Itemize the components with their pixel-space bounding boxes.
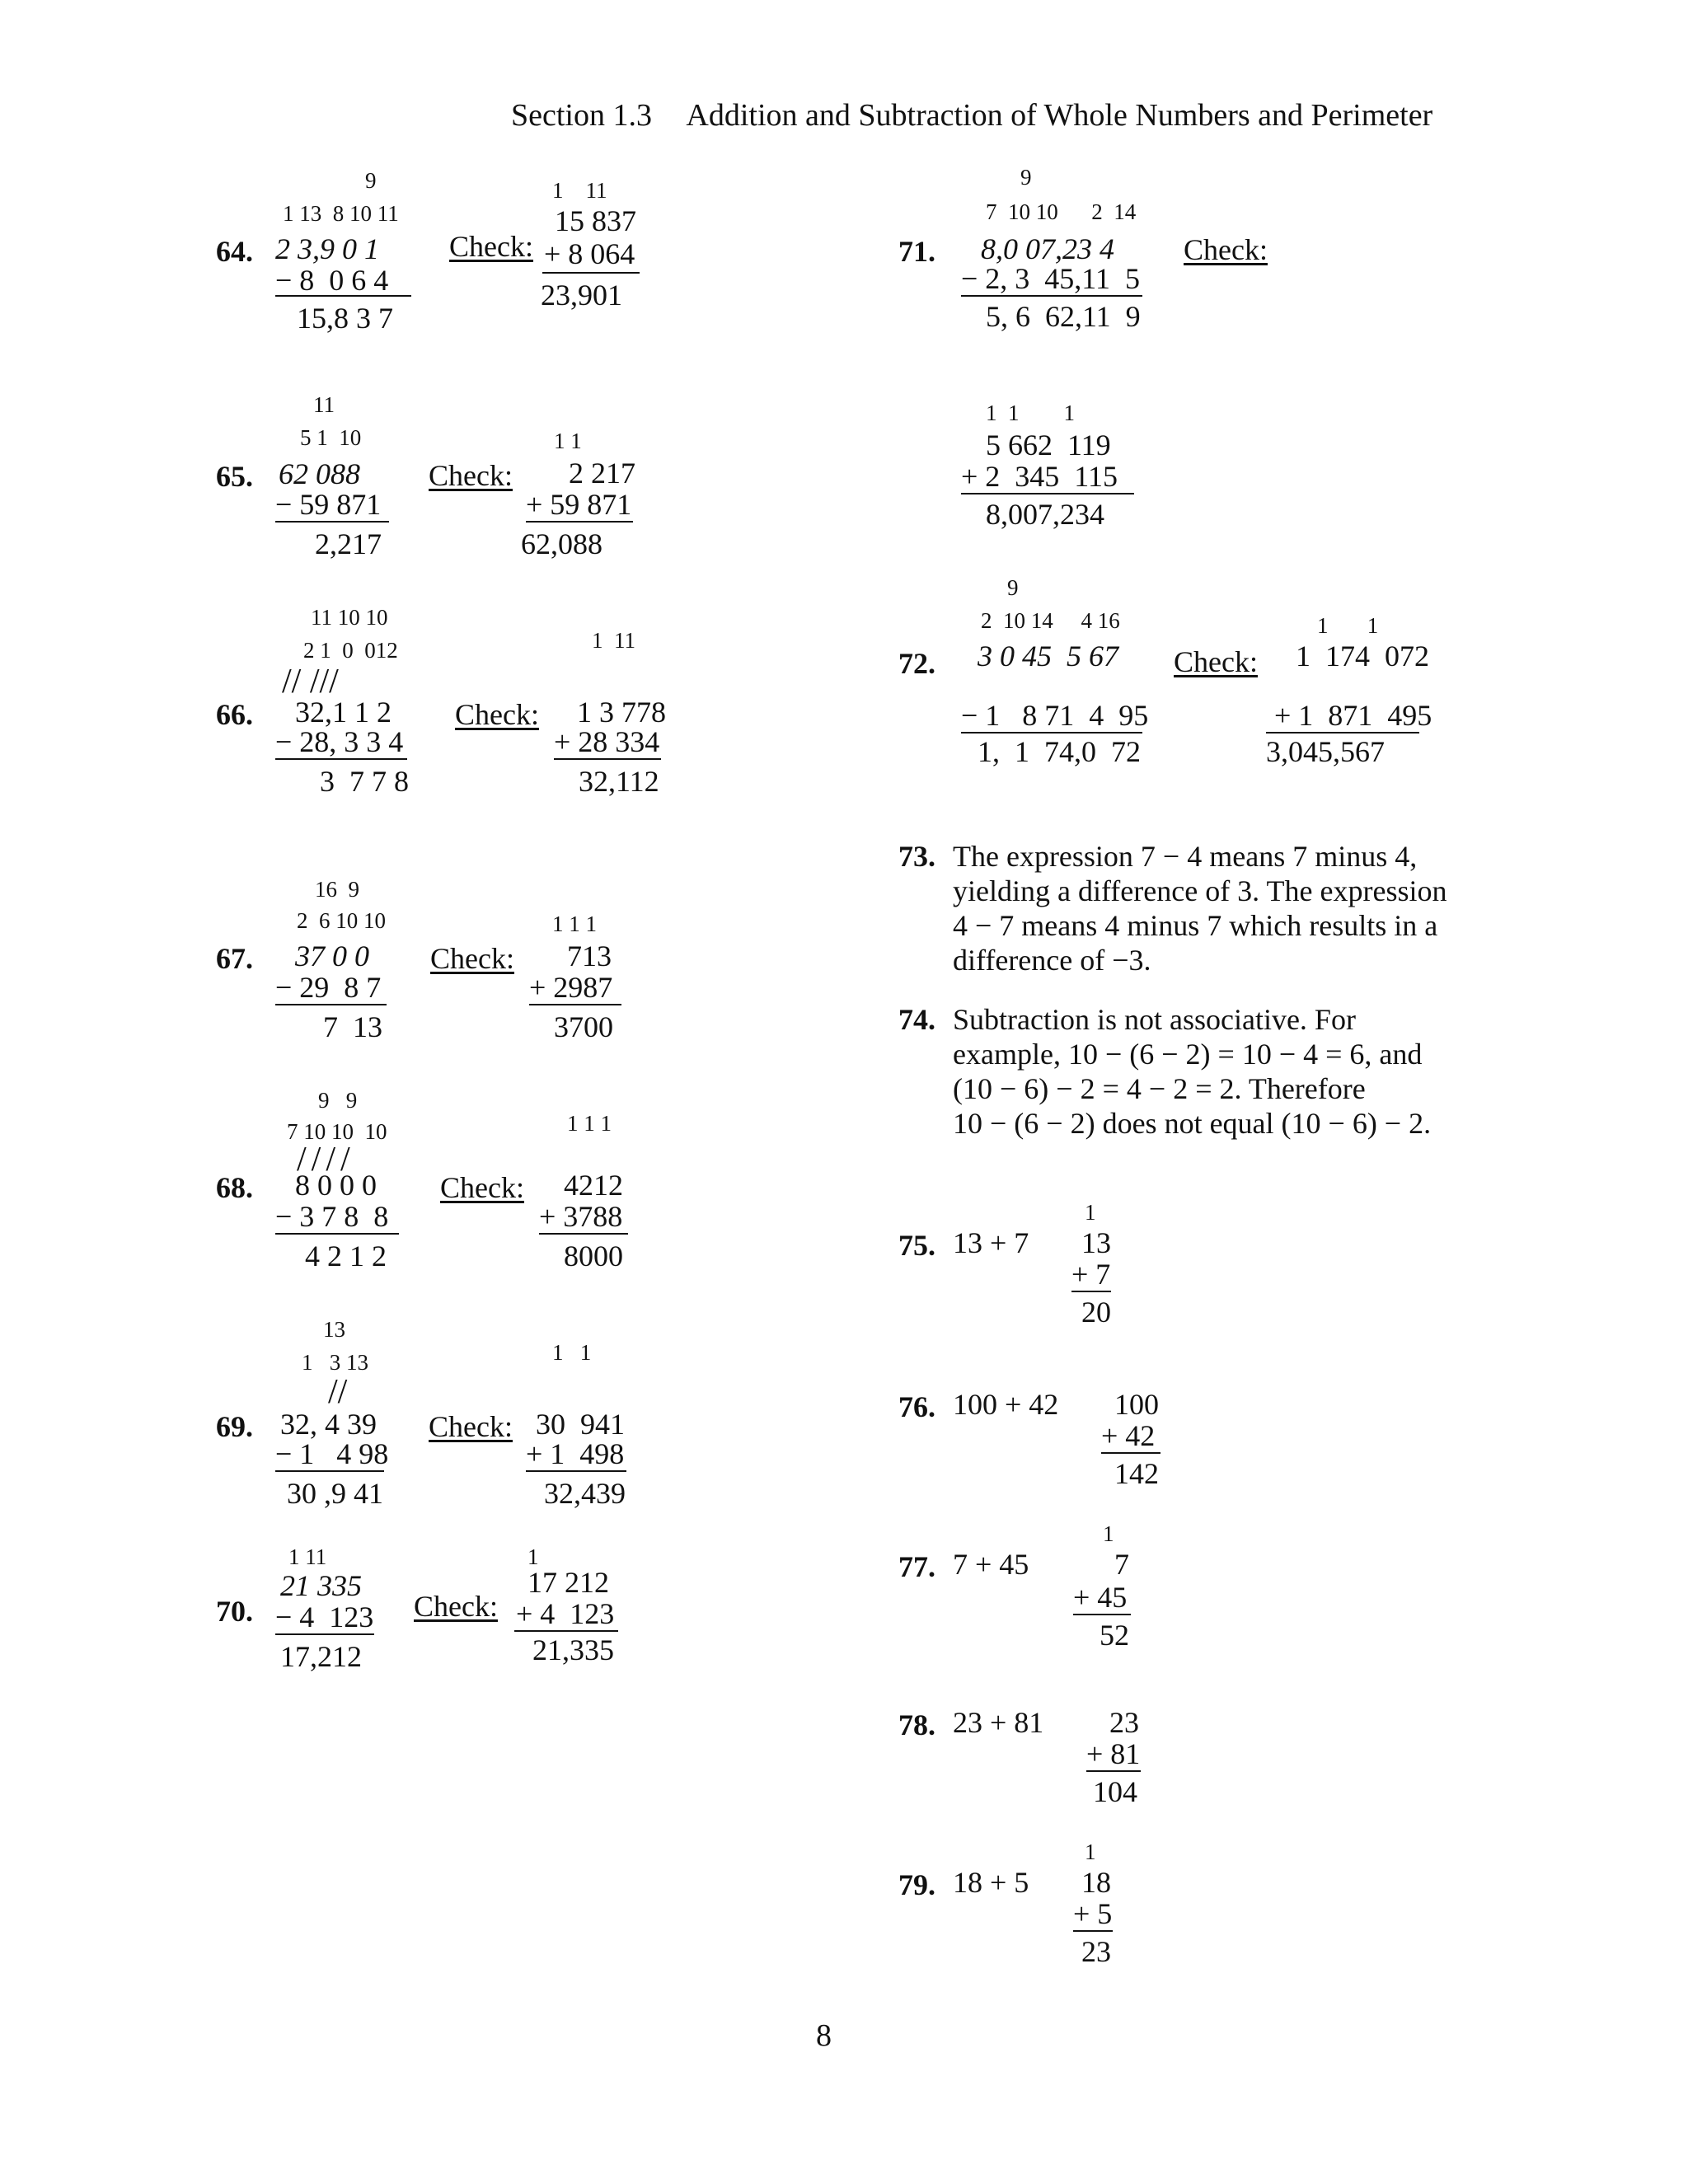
addend-1: 100 [1114, 1388, 1159, 1421]
subtraction-bar [275, 1470, 384, 1472]
check-label: Check: [455, 698, 539, 731]
check-carry: 1 1 1 [552, 912, 597, 936]
borrow-row-2: 5 1 10 [300, 425, 362, 450]
check-sum: 8,007,234 [986, 498, 1104, 531]
minuend: 62 088 [279, 457, 360, 490]
minuend: 8 0 0 0 [295, 1169, 377, 1202]
difference: 5, 6 62,11 9 [986, 300, 1141, 333]
check-label: Check: [440, 1171, 524, 1204]
problem-74 [898, 1002, 1464, 1141]
subtraction-bar [275, 1004, 387, 1005]
minuend: 32, 4 39 [280, 1408, 377, 1441]
addend-2: + 45 [1073, 1581, 1128, 1614]
addition-bar [526, 1470, 626, 1472]
addition-bar [539, 1233, 628, 1235]
expression: 23 + 81 [953, 1706, 1044, 1739]
minuend: 32,1 1 2 [295, 696, 392, 729]
borrow-row-1: 9 9 [318, 1088, 358, 1113]
difference: 1, 1 74,0 72 [978, 735, 1141, 768]
check-label: Check: [1174, 645, 1258, 678]
subtrahend: − 3 7 8 8 [275, 1200, 389, 1233]
page-header [511, 97, 1432, 134]
check-carry: 1 [528, 1544, 539, 1569]
borrow-row-2: 2 6 10 10 [297, 908, 386, 933]
check-sum: 32,439 [544, 1477, 626, 1510]
addend-1: 18 [1081, 1866, 1111, 1899]
check-addend-2: + 2 345 115 [961, 460, 1118, 493]
addend-2: + 81 [1086, 1737, 1141, 1770]
problem-number: 66. [216, 698, 253, 731]
carry: 1 [1085, 1840, 1096, 1864]
addition-bar [1073, 1930, 1113, 1932]
check-sum: 23,901 [541, 279, 622, 312]
problem-number: 65. [216, 460, 253, 493]
check-carry: 1 1 [552, 1340, 592, 1365]
addition-bar [526, 521, 633, 523]
borrow-row-1: 11 10 10 [311, 605, 388, 630]
addend-2: + 42 [1101, 1419, 1156, 1452]
addition-bar [1086, 1770, 1141, 1772]
sum: 23 [1081, 1935, 1111, 1968]
borrow-row-1: 16 9 [315, 877, 359, 902]
check-addend-1: 1 174 072 [1296, 640, 1429, 673]
text-line: difference of −3. [953, 944, 1151, 977]
problem-number: 73. [898, 840, 935, 873]
expression: 13 + 7 [953, 1226, 1029, 1259]
subtrahend: − 8 0 6 4 [275, 264, 389, 297]
check-carry: 1 1 [1317, 613, 1379, 638]
problem-number: 64. [216, 235, 253, 268]
difference: 3 7 7 8 [320, 765, 409, 798]
problem-number: 72. [898, 647, 935, 680]
check-addend-2: + 3788 [539, 1200, 623, 1233]
sum: 142 [1114, 1457, 1159, 1490]
check-label: Check: [429, 1410, 513, 1443]
minuend: 2 3,9 0 1 [275, 232, 379, 265]
borrow-row-2: 1 3 13 [302, 1350, 368, 1375]
check-sum: 21,335 [532, 1633, 614, 1666]
check-sum: 8000 [564, 1240, 623, 1272]
sum: 20 [1081, 1296, 1111, 1329]
check-carry: 1 1 [554, 429, 582, 453]
addition-bar [1266, 732, 1419, 733]
check-addend-1: 15 837 [555, 204, 636, 237]
addend-1: 7 [1114, 1548, 1129, 1581]
addend-1: 13 [1081, 1226, 1111, 1259]
problem-number: 71. [898, 235, 935, 268]
sum: 52 [1100, 1619, 1129, 1652]
check-carry: 1 11 [552, 178, 607, 203]
minuend: 21 335 [280, 1569, 362, 1602]
check-addend-2: + 1 871 495 [1274, 699, 1432, 732]
addend-2: + 7 [1071, 1258, 1111, 1291]
check-label: Check: [429, 459, 513, 492]
subtrahend: − 29 8 7 [275, 971, 382, 1004]
check-carry: 1 1 1 [567, 1111, 612, 1136]
borrow-strikes: // /// [282, 663, 339, 701]
check-addend-1: 2 217 [569, 457, 635, 490]
subtrahend: − 4 123 [275, 1601, 374, 1633]
subtraction-bar [275, 758, 407, 760]
expression: 18 + 5 [953, 1866, 1029, 1899]
addition-bar [1073, 1614, 1131, 1615]
borrow-row-2: 1 11 [288, 1544, 327, 1569]
check-addend-2: + 1 498 [526, 1437, 625, 1470]
check-label: Check: [449, 230, 533, 263]
check-sum: 62,088 [521, 527, 603, 560]
borrow-row-2: 7 10 10 10 [287, 1119, 387, 1144]
addend-1: 23 [1109, 1706, 1139, 1739]
check-addend-2: + 2987 [529, 971, 613, 1004]
subtraction-bar [961, 295, 1142, 297]
borrow-strikes: //// [297, 1141, 355, 1179]
section-label: Section 1.3 [511, 98, 652, 133]
check-sum: 3,045,567 [1266, 735, 1385, 768]
minuend: 37 0 0 [295, 940, 369, 972]
text-line: yielding a difference of 3. The expression [953, 874, 1447, 907]
check-sum: 3700 [554, 1010, 613, 1043]
text-line: example, 10 − (6 − 2) = 10 − 4 = 6, and [953, 1038, 1423, 1071]
check-addend-1: 5 662 119 [986, 429, 1111, 462]
text-line: (10 − 6) − 2 = 4 − 2 = 2. Therefore [953, 1072, 1366, 1105]
check-label: Check: [1184, 233, 1268, 266]
expression: 100 + 42 [953, 1388, 1059, 1421]
check-carry: 1 1 1 [986, 401, 1075, 425]
check-addend-1: 713 [567, 940, 612, 972]
difference: 30 ,9 41 [287, 1477, 383, 1510]
text-line: 10 − (6 − 2) does not equal (10 − 6) − 2. [953, 1107, 1432, 1140]
problem-number: 74. [898, 1003, 935, 1036]
borrow-row-1: 9 [1007, 575, 1019, 600]
problem-number: 79. [898, 1868, 935, 1901]
addition-bar [1071, 1291, 1111, 1292]
page-number: 8 [816, 2018, 832, 2053]
subtraction-bar [961, 732, 1142, 733]
problem-number: 69. [216, 1410, 253, 1443]
addition-bar [961, 493, 1134, 494]
carry: 1 [1103, 1521, 1114, 1546]
section-title: Addition and Subtraction of Whole Numbers and Perimeter [686, 98, 1433, 133]
addition-bar [1101, 1452, 1160, 1454]
problem-number: 76. [898, 1390, 935, 1423]
borrow-row-2: 1 13 8 10 11 [283, 201, 399, 226]
problem-number: 77. [898, 1550, 935, 1583]
subtrahend: − 28, 3 3 4 [275, 725, 404, 758]
subtraction-bar [275, 1633, 374, 1635]
text-line: 4 − 7 means 4 minus 7 which results in a [953, 909, 1438, 942]
text-line: The expression 7 − 4 means 7 minus 4, [953, 840, 1418, 873]
subtrahend: − 59 871 [275, 488, 382, 521]
check-label: Check: [414, 1590, 498, 1623]
problem-number: 68. [216, 1171, 253, 1204]
difference: 15,8 3 7 [297, 302, 393, 335]
addition-bar [514, 1630, 618, 1632]
difference: 7 13 [323, 1010, 382, 1043]
subtraction-bar [275, 295, 411, 297]
problem-73 [898, 839, 1464, 977]
check-addend-1: 1 3 778 [577, 696, 666, 729]
text-line: Subtraction is not associative. For [953, 1003, 1356, 1036]
subtraction-bar [275, 1233, 399, 1235]
addition-bar [542, 272, 640, 274]
difference: 17,212 [280, 1640, 362, 1673]
subtrahend: − 1 8 71 4 95 [961, 699, 1149, 732]
check-addend-1: 17 212 [528, 1566, 609, 1599]
minuend: 8,0 07,23 4 [981, 232, 1114, 265]
addition-bar [554, 758, 661, 760]
borrow-row-2: 7 10 10 2 14 [986, 199, 1137, 224]
borrow-row-2: 2 10 14 4 16 [981, 608, 1120, 633]
problem-number: 78. [898, 1708, 935, 1741]
addition-bar [529, 1004, 621, 1005]
difference: 2,217 [315, 527, 382, 560]
borrow-row-1: 13 [323, 1317, 345, 1342]
borrow-row-1: 9 [365, 168, 377, 193]
subtrahend: − 2, 3 45,11 5 [961, 262, 1140, 295]
borrow-row-2: 2 1 0 012 [303, 638, 398, 663]
check-addend-1: 4212 [564, 1169, 623, 1202]
check-sum: 32,112 [579, 765, 659, 798]
borrow-row-1: 9 [1020, 165, 1032, 190]
problem-number: 70. [216, 1595, 253, 1628]
check-addend-2: + 8 064 [544, 237, 635, 270]
minuend: 3 0 45 5 67 [978, 640, 1118, 673]
subtraction-bar [275, 521, 389, 523]
borrow-row-1: 11 [313, 392, 335, 417]
check-addend-1: 30 941 [536, 1408, 625, 1441]
difference: 4 2 1 2 [305, 1240, 387, 1272]
subtrahend: − 1 4 98 [275, 1437, 389, 1470]
check-addend-2: + 4 123 [516, 1597, 615, 1630]
problem-number: 75. [898, 1229, 935, 1262]
carry: 1 [1085, 1200, 1096, 1225]
problem-number: 67. [216, 942, 253, 975]
check-carry: 1 11 [592, 628, 635, 653]
addend-2: + 5 [1073, 1897, 1113, 1930]
expression: 7 + 45 [953, 1548, 1029, 1581]
borrow-strikes: // [328, 1373, 348, 1411]
sum: 104 [1093, 1775, 1137, 1808]
check-label: Check: [430, 942, 514, 975]
check-addend-2: + 28 334 [554, 725, 660, 758]
check-addend-2: + 59 871 [526, 488, 632, 521]
